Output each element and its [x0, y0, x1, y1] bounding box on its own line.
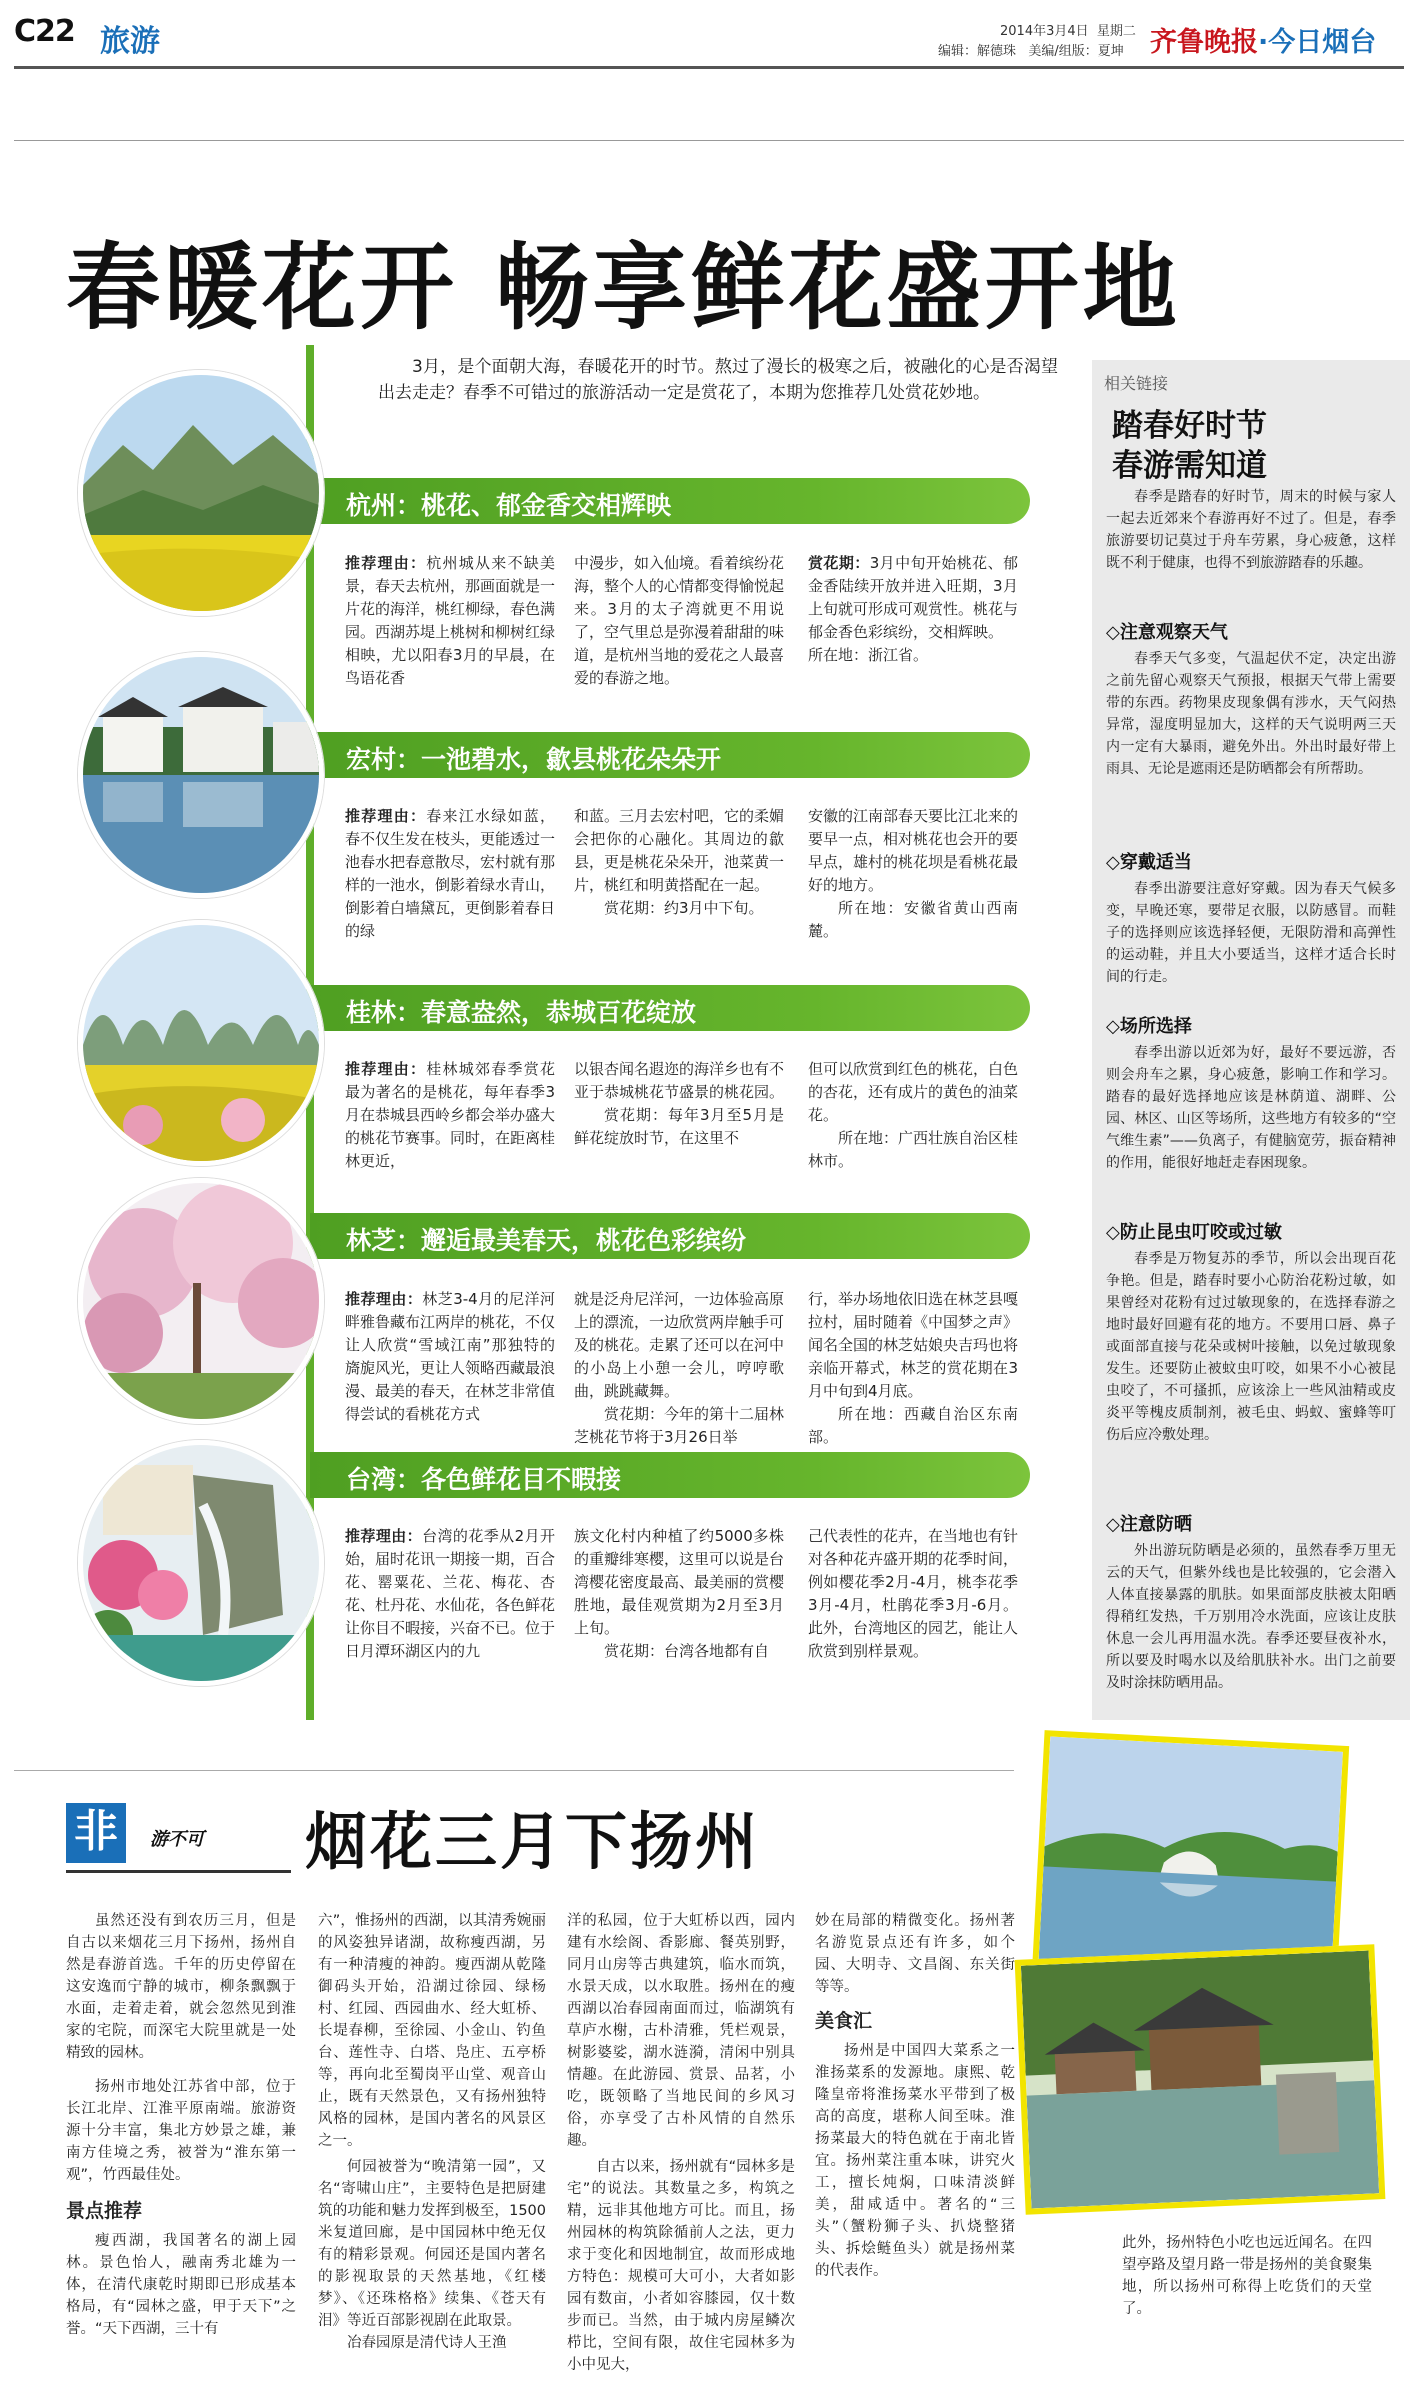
- spot-heading-band: [310, 732, 1030, 778]
- spot-heading: 宏村：一池碧水，歙县桃花朵朵开: [346, 745, 722, 774]
- spot-col1: [345, 552, 555, 690]
- yangzhou-col3: [567, 1910, 795, 2376]
- paragraph: 冶春园原是清代诗人王渔: [347, 2335, 507, 2351]
- spot-text: 就是泛舟尼洋河，一边体验高原上的漂流，一边欣赏两岸触手可及的桃花。走累了还可以在河中的小岛上小憩一会儿，哼哼歌曲，跳跳藏舞。: [574, 1290, 785, 1400]
- paragraph: 瘦西湖，我国著名的湖上园林。景色怡人，融南秀北雄为一体，在清代康乾时期即已形成基本格局，有“园林之盛，甲于天下”之誉。“天下西湖，三十有: [66, 2233, 296, 2337]
- spot-col3: [808, 1058, 1018, 1173]
- spot-heading: 林芝：邂逅最美春天，桃花色彩缤纷: [346, 1226, 747, 1255]
- linzhi-photo: [78, 1178, 324, 1424]
- spot-lead: 推荐理由：: [345, 1060, 427, 1078]
- spot-col3: [808, 805, 1018, 943]
- spot-text: 安徽的江南部春天要比江北来的要早一点，相对桃花也会开的要早点，雄村的桃花坝是看桃花最好的地方。: [808, 807, 1019, 894]
- guilin-photo: [78, 920, 324, 1166]
- sidebar-tip-title: ◇注意观察天气: [1106, 622, 1228, 643]
- divider: [14, 140, 1404, 141]
- sidebar-tip-text: 外出游玩防晒是必须的，虽然春季万里无云的天气，但紫外线也是比较强的，它会潜入人体直接暴露的肌肤。如果面部皮肤被太阳晒得稍红发热，千万别用冷水洗面，应该让皮肤休息一会儿再用温水洗。春季还要昼夜补水，所以要及时喝水以及给肌肤补水。出门之前要及时涂抹防晒用品。: [1106, 1543, 1396, 1691]
- spot-heading-band: [310, 1213, 1030, 1259]
- paragraph: 何园被誉为“晚清第一园”，又名“寄啸山庄”，主要特色是把厨建筑的功能和魅力发挥到极至，1500米复道回廊，是中国园林中绝无仅有的精彩景观。何园还是国内著名的影视取景的天然基地，《红楼梦》、《还珠格格》续集、《苍天有泪》等近百部影视剧在此取景。: [318, 2159, 546, 2329]
- spot-lead: 推荐理由：: [345, 1527, 423, 1545]
- spot-text: 桂林城郊春季赏花最为著名的是桃花，每年春季3月在恭城县西岭乡都会举办盛大的桃花节赛事。同时，在距离桂林更近，: [345, 1060, 556, 1170]
- paragraph: 六”，惟扬州的西湖，以其清秀婉丽的风姿独异诸湖，故称瘦西湖，另有一种清瘦的神韵。瘦西湖从乾隆御码头开始，沿湖过徐园、绿杨村、红园、西园曲水、经大虹桥、长堤春柳，至徐园、小金山、钓鱼台、莲性寺、白塔、凫庄、五亭桥等，再向北至蜀岗平山堂、观音山止，既有天然景色，又有扬州独特风格的园林，是国内著名的风景区之一。: [318, 1913, 546, 2149]
- spot-place: 所在地：西藏自治区东南部。: [808, 1405, 1018, 1446]
- spot-text: 族文化村内种植了约5000多株的重瓣绯寒樱，这里可以说是台湾樱花密度最高、最美丽的赏樱胜地，最佳观赏期为2月至3月上旬。: [574, 1527, 785, 1637]
- sidebar-tip-text: 春季出游以近郊为好，最好不要远游，否则会舟车之累，身心疲惫，影响工作和学习。踏春的最好选择地应该是林荫道、湖畔、公园、林区、山区等场所，这些地方有较多的“空气维生素”——负离子，有健脑宽劳，振奋精神的作用，能很好地赶走春困现象。: [1106, 1045, 1396, 1171]
- yangzhou-title: 烟花三月下扬州: [305, 1805, 761, 1878]
- section-head: 景点推荐: [66, 2200, 143, 2222]
- sidebar-tip-text: 春季天气多变，气温起伏不定，决定出游之前先留心观察天气预报，根据天气带上需要带的东西。药物果皮现象偶有涉水，天气闷热异常，湿度明显加大，这样的天气说明两三天内一定有大暴雨，避免外出。外出时最好带上雨具、无论是遮雨还是防晒都会有所帮助。: [1106, 651, 1396, 777]
- spot-season: 赏花期：每年3月至5月是鲜花绽放时节，在这里不: [574, 1106, 784, 1147]
- section-head: 美食汇: [815, 2010, 873, 2032]
- spot-text: 但可以欣赏到红色的桃花，白色的杏花，还有成片的黄色的油菜花。: [808, 1060, 1019, 1124]
- section-name: 旅游: [100, 24, 160, 59]
- spot-col1: [345, 1525, 555, 1663]
- column-badge: 非: [66, 1803, 126, 1863]
- spot-col1: [345, 1058, 555, 1173]
- header-rule: [14, 66, 1404, 69]
- editors-line: 编辑：解德珠 美编/组版：夏坤: [938, 44, 1124, 59]
- spot-season: 赏花期：台湾各地都有自: [604, 1642, 770, 1660]
- badge-rule: [66, 1870, 291, 1873]
- paragraph: 此外，扬州特色小吃也远近闻名。在四望亭路及望月路一带是扬州的美食聚集地，所以扬州可称得上吃货们的天堂了。: [1122, 2235, 1372, 2317]
- column-badge-sub: 游不可: [150, 1829, 204, 1850]
- paragraph: 虽然还没有到农历三月，但是自古以来烟花三月下扬州，扬州自然是春游首选。千年的历史停留在这安逸而宁静的城市，柳条飘飘于水面，走着走着，就会忽然见到淮家的宅院，而深宅大院里就是一处精致的园林。: [66, 1913, 296, 2061]
- spot-lead: 赏花期：: [808, 554, 870, 572]
- sidebar-tip-title: ◇注意防晒: [1106, 1514, 1192, 1535]
- spot-col3: [808, 1288, 1018, 1449]
- sidebar-tip-text: 春季出游要注意好穿戴。因为春天气候多变，早晚还寒，要带足衣服，以防感冒。而鞋子的选择则应该选择轻便，无限防滑和高弹性的运动鞋，并且大小要适当，这样才适合长时间的行走。: [1106, 881, 1396, 985]
- spot-place: 所在地：广西壮族自治区桂林市。: [808, 1129, 1019, 1170]
- sidebar-tip-title: ◇穿戴适当: [1106, 852, 1192, 873]
- yangzhou-col5: [1122, 2232, 1372, 2320]
- spot-text: 3月中旬开始桃花、郁金香陆续开放并进入旺期，3月上旬就可形成可观赏性。桃花与郁金香色彩缤纷，交相辉映。: [808, 554, 1019, 641]
- date-line: 2014年3月4日 星期二: [1000, 24, 1136, 39]
- spot-heading: 杭州：桃花、郁金香交相辉映: [346, 491, 672, 520]
- spot-heading-band: [310, 1452, 1030, 1498]
- spot-lead: 推荐理由：: [345, 1290, 423, 1308]
- spot-text: 台湾的花季从2月开始，届时花讯一期接一期，百合花、罂粟花、兰花、梅花、杏花、杜丹花、水仙花，各色鲜花让你目不暇接，兴奋不已。位于日月潭环湖区内的九: [345, 1527, 556, 1660]
- spot-col3: 己代表性的花卉，在当地也有针对各种花卉盛开期的花季时间，例如樱花季2月-4月，桃李花季3月-4月，杜鹃花季3月-6月。此外，台湾地区的园艺，能让人欣赏到别样景观。: [808, 1527, 1019, 1660]
- newspaper-logo: [1150, 20, 1376, 59]
- spot-text: 林芝3-4月的尼洋河畔雅鲁藏布江两岸的桃花，不仅让人欣赏“雪域江南”那独特的旖旎风光，更让人领略西藏最浪漫、最美的春天，在林芝非常值得尝试的看桃花方式: [345, 1290, 556, 1423]
- spot-text: 杭州城从来不缺美景，春天去杭州，那画面就是一片花的海洋，桃红柳绿，春色满园。西湖苏堤上桃树和柳树红绿相映，尤以阳春3月的早晨，在鸟语花香: [345, 554, 556, 687]
- spot-heading: 桂林：春意盎然，恭城百花绽放: [346, 998, 697, 1027]
- yangzhou-col2: [318, 1910, 546, 2354]
- paragraph: 扬州是中国四大菜系之一淮扬菜系的发源地。康熙、乾隆皇帝将淮扬菜水平带到了极高的高度，堪称人间至味。淮扬菜最大的特色就在于南北皆宜。扬州菜注重本味，讲究火工，擅长炖焖，口味清淡鲜美，甜咸适中。著名的“三头”（蟹粉狮子头、扒烧整猪头、拆烩鲢鱼头）就是扬州菜的代表作。: [815, 2043, 1015, 2279]
- page-number: C22: [14, 14, 75, 49]
- spot-lead: 推荐理由：: [345, 554, 427, 572]
- spot-col2: [574, 1525, 784, 1663]
- spot-col1: [345, 805, 555, 943]
- sidebar-tip-title: ◇防止昆虫叮咬或过敏: [1106, 1222, 1282, 1243]
- hongcun-photo: [78, 652, 324, 898]
- yangzhou-col1: [66, 1910, 296, 2340]
- spot-text: 以银杏闻名遐迩的海洋乡也有不亚于恭城桃花节盛景的桃花园。: [574, 1060, 785, 1101]
- spot-place: 所在地：安徽省黄山西南麓。: [808, 899, 1018, 940]
- spot-text: 和蓝。三月去宏村吧，它的柔媚会把你的心融化。其周边的歙县，更是桃花朵朵开，池菜黄一片，桃红和明黄搭配在一起。: [574, 807, 785, 894]
- sidebar-title: 春游需知道: [1112, 448, 1267, 484]
- spot-season: 赏花期：约3月中下旬。: [604, 899, 764, 917]
- spot-text: 行，举办场地依旧选在林芝县嘎拉村，届时随着《中国梦之声》闻名全国的林芝姑娘央吉玛也将亲临开幕式，林芝的赏花期在3月中旬到4月底。: [808, 1290, 1019, 1400]
- spot-lead: 推荐理由：: [345, 807, 427, 825]
- spot-col1: [345, 1288, 555, 1426]
- paper-name: 齐鲁晚报: [1150, 27, 1258, 58]
- feature-title: 春暖花开 畅享鲜花盛开地: [66, 233, 1181, 343]
- divider: [14, 1770, 1014, 1771]
- paragraph: 扬州市地处江苏省中部，位于长江北岸、江淮平原南端。旅游资源十分丰富，集北方妙景之雄，兼南方佳境之秀，被誉为“淮东第一观”，竹西最佳处。: [66, 2079, 296, 2183]
- spot-col2: [574, 1058, 784, 1150]
- paragraph: 洋的私园，位于大虹桥以西，园内建有水绘阁、香影廊、餐英别野，同月山房等古典建筑，临水而筑，水景天成，以水取胜。扬州在的瘦西湖以冶春园南面而过，临湖筑有草庐水榭，古朴清雅，凭栏观景，树影婆娑，湖水涟漪，清闲中别具情趣。在此游园、赏景、品茗，小吃，既领略了当地民间的乡风习俗，亦享受了古朴风情的自然乐趣。: [567, 1913, 795, 2149]
- feature-intro: 3月，是个面朝大海，春暖花开的时节。熬过了漫长的极寒之后，被融化的心是否渴望出去走走？春季不可错过的旅游活动一定是赏花了，本期为您推荐几处赏花妙地。: [378, 357, 1058, 403]
- spot-col3: [808, 552, 1018, 667]
- taiwan-photo: [78, 1440, 324, 1686]
- paragraph: 妙在局部的精微变化。扬州著名游览景点还有许多，如个园、大明寺、文昌阁、东关街等等。: [815, 1913, 1015, 1995]
- spot-text: 春来江水绿如蓝，春不仅生发在枝头，更能透过一池春水把春意散尽，宏村就有那样的一池水，倒影着绿水青山，倒影着白墙黛瓦，更倒影着春日的绿: [345, 807, 556, 940]
- yangzhou-photo-garden: [1015, 1944, 1386, 2214]
- sidebar-tip-text: 春季是万物复苏的季节，所以会出现百花争艳。但是，踏春时要小心防治花粉过敏，如果曾经对花粉有过过敏现象的，在选择春游之地时最好回避有花的地方。不要用口唇、鼻子或面部直接与花朵或树叶接触，以免过敏现象发生。还要防止被蚊虫叮咬，如果不小心被昆虫咬了，不可搔抓，应该涂上一些风油精或皮炎平等槐皮质制剂，被毛虫、蚂蚁、蜜蜂等叮伤后应冷敷处理。: [1106, 1251, 1396, 1443]
- sidebar-intro: 春季是踏春的好时节，周末的时候与家人一起去近郊来个春游再好不过了。但是，春季旅游要切记莫过于舟车劳累，身心疲惫，这样既不利于健康，也得不到旅游踏春的乐趣。: [1106, 489, 1396, 571]
- sidebar-tip-title: ◇场所选择: [1106, 1016, 1192, 1037]
- spot-col2: 中漫步，如入仙境。看着缤纷花海，整个人的心情都变得愉悦起来。3月的太子湾就更不用说了，空气里总是弥漫着甜甜的味道，是杭州当地的爱花之人最喜爱的春游之地。: [574, 554, 785, 687]
- spot-heading-band: [310, 985, 1030, 1031]
- spot-col2: [574, 805, 784, 920]
- spot-season: 赏花期：今年的第十二届林芝桃花节将于3月26日举: [574, 1405, 785, 1446]
- sidebar-title: 踏春好时节: [1112, 408, 1267, 444]
- spot-heading: 台湾：各色鲜花目不暇接: [346, 1465, 622, 1494]
- spot-place: 所在地：浙江省。: [808, 646, 929, 664]
- paper-edition: ·今日烟台: [1258, 27, 1377, 58]
- hangzhou-photo: [78, 370, 324, 616]
- paragraph: 自古以来，扬州就有“园林多是宅”的说法。其数量之多，构筑之精，远非其他地方可比。而且，扬州园林的构筑除循前人之法，更力求于变化和因地制宜，故而形成地方特色：规模可大可小，大者如影园有数亩，小者如容膝园，仅十数步而已。当然，由于城内房屋鳞次栉比，空间有限，故住宅园林多为小中见大，: [567, 2159, 795, 2373]
- sidebar-tag: 相关链接: [1104, 374, 1169, 393]
- spot-heading-band: [310, 478, 1030, 524]
- spot-col2: [574, 1288, 784, 1449]
- yangzhou-col4: [815, 1910, 1015, 2282]
